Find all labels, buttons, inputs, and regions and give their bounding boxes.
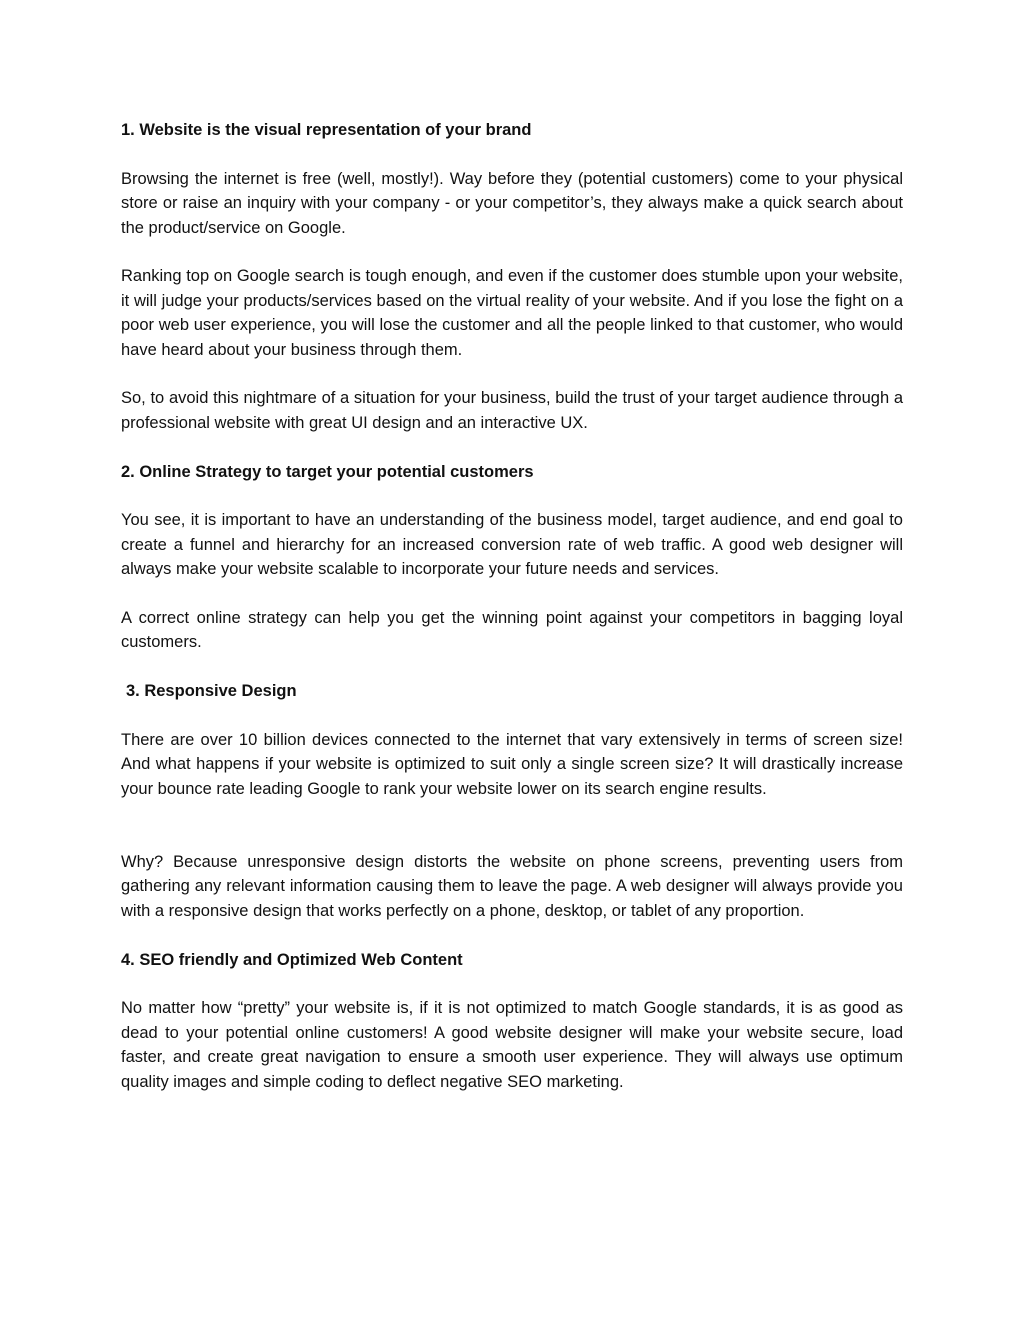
paragraph: So, to avoid this nightmare of a situation for your business, build the trust of your target audience through a professional website with great UI design and an interactive UX. [121, 389, 903, 432]
section-heading-responsive-design: 3. Responsive Design [126, 682, 297, 701]
document-body [121, 118, 903, 1118]
section-heading-website-brand: 1. Website is the visual representation of your brand [121, 121, 532, 139]
blank-line [121, 826, 903, 850]
paragraph: Browsing the internet is free (well, mostly!). Way before they (potential customers) come to your physical store or raise an inquiry with your company - or your competitor’s, they always make a quick search about the product/service on Google. [121, 169, 903, 237]
section-heading-online-strategy: 2. Online Strategy to target your potential customers [121, 462, 534, 481]
paragraph: No matter how “pretty” your website is, if it is not optimized to match Google standards, it is as good as dead to your potential online customers! A good website designer will make your website secure, load faster, and create great navigation to ensure a smooth user experience. They will always use optimum quality images and simple coding to deflect negative SEO marketing. [121, 999, 903, 1091]
paragraph: A correct online strategy can help you get the winning point against your competitors in bagging loyal customers. [121, 609, 903, 652]
paragraph: You see, it is important to have an understanding of the business model, target audience, and end goal to create a funnel and hierarchy for an increased conversion rate of web traffic. A good web designer will always make your website scalable to incorporate your future needs and services. [121, 511, 903, 579]
paragraph: Ranking top on Google search is tough enough, and even if the customer does stumble upon your website, it will judge your products/services based on the virtual reality of your website. And if you lose the fight on a poor web user experience, you will lose the customer and all the people linked to that customer, who would have heard about your business through them. [121, 267, 903, 359]
section-heading-seo: 4. SEO friendly and Optimized Web Content [121, 950, 463, 969]
paragraph: Why? Because unresponsive design distorts the website on phone screens, preventing users from gathering any relevant information causing them to leave the page. A web designer will always provide you with a responsive design that works perfectly on a phone, desktop, or tablet of any proportion. [121, 853, 903, 920]
paragraph: There are over 10 billion devices connected to the internet that vary extensively in terms of screen size! And what happens if your website is optimized to suit only a single screen size? It will drastically increase your bounce rate leading Google to rank your website lower on its search engine results. [121, 731, 903, 798]
